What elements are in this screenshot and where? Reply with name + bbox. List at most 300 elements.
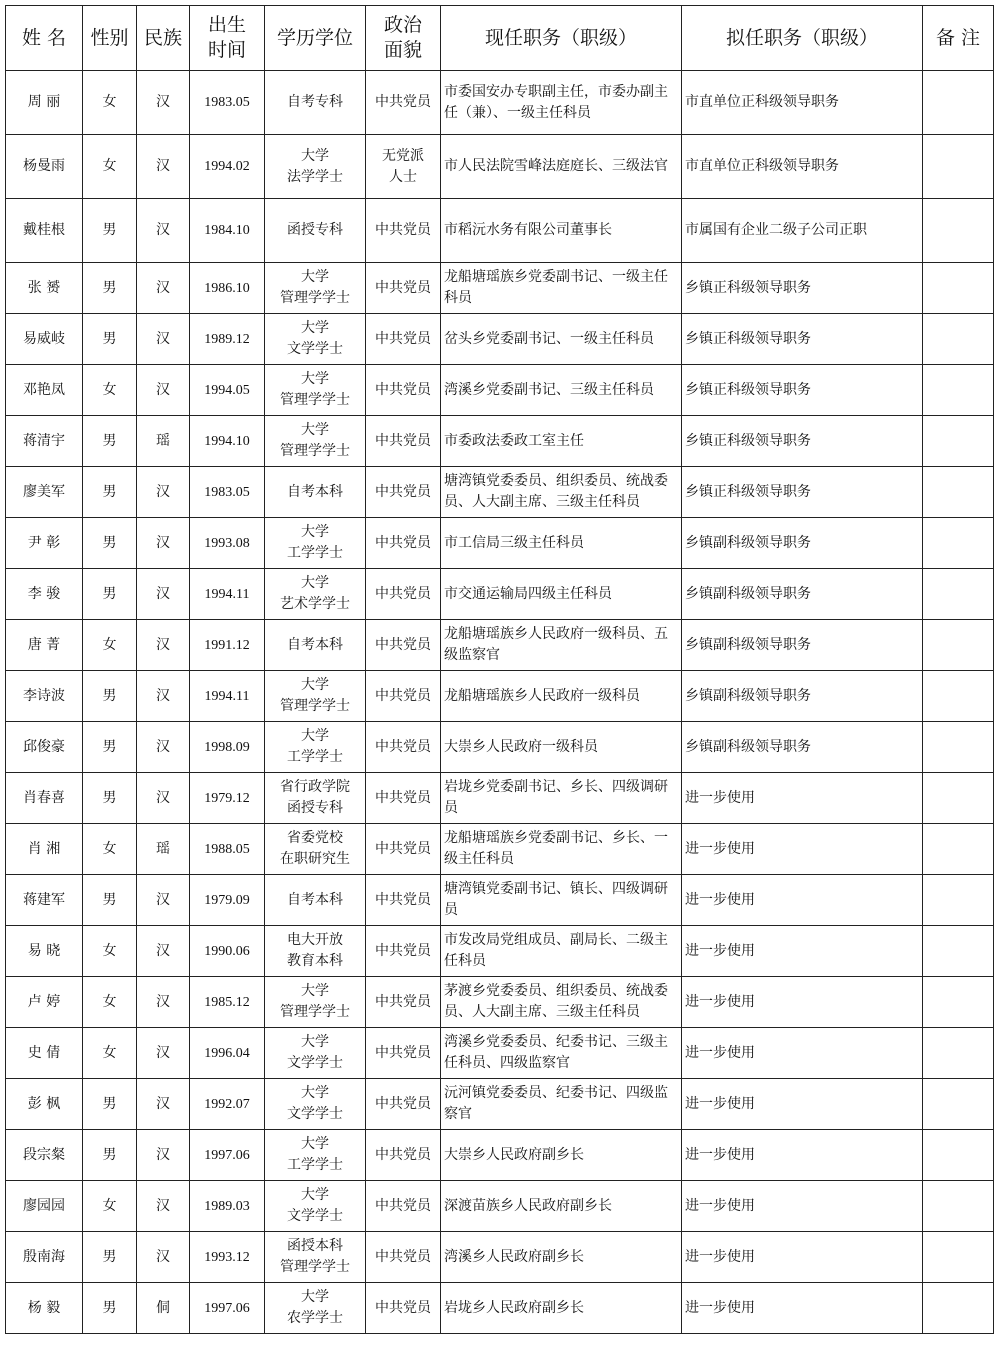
birth-cell: 1994.11: [190, 569, 265, 620]
gender-cell: 男: [83, 1130, 137, 1181]
political-cell: [366, 1130, 441, 1181]
education-cell-line: 大学: [301, 1187, 329, 1203]
name-cell: 李 骏: [6, 569, 83, 620]
education-cell-line: 大学: [301, 147, 329, 164]
political-cell: [366, 365, 441, 416]
birth-cell: 1979.09: [190, 875, 265, 926]
ethnicity-cell: 汉: [137, 977, 190, 1028]
political-cell-line: 中共党员: [375, 1248, 431, 1265]
political-cell-line: 中共党员: [375, 1044, 431, 1061]
remarks-cell: [923, 467, 994, 518]
political-cell-line: 中共党员: [375, 942, 431, 959]
gender-cell: 女: [83, 135, 137, 199]
ethnicity-cell: 汉: [137, 569, 190, 620]
education-cell-line: 省行政学院: [280, 779, 350, 795]
ethnicity-cell: 汉: [137, 135, 190, 199]
education-cell-line: 自考本科: [287, 636, 343, 653]
ethnicity-cell: 汉: [137, 71, 190, 135]
ethnicity-cell: 汉: [137, 1079, 190, 1130]
current-position-cell: 深渡苗族乡人民政府副乡长: [441, 1181, 682, 1232]
political-cell: [366, 875, 441, 926]
education-cell-line: 管理学学士: [280, 392, 350, 408]
table-row: [6, 263, 994, 314]
political-cell-line: 人士: [389, 168, 417, 185]
education-cell-line: 省委党校: [287, 830, 343, 846]
birth-cell: 1988.05: [190, 824, 265, 875]
education-cell: [265, 135, 366, 199]
gender-cell: 男: [83, 1232, 137, 1283]
proposed-position-cell: 乡镇正科级领导职务: [682, 263, 923, 314]
remarks-cell: [923, 1028, 994, 1079]
current-position-cell: 塘湾镇党委委员、组织委员、统战委员、人大副主席、三级主任科员: [441, 467, 682, 518]
education-cell: [265, 722, 366, 773]
education-cell-line: 文学学士: [287, 1106, 343, 1122]
political-cell-line: 中共党员: [375, 330, 431, 347]
political-cell: [366, 314, 441, 365]
name-cell: 彭 枫: [6, 1079, 83, 1130]
name-cell: 周 丽: [6, 71, 83, 135]
birth-cell: 1994.05: [190, 365, 265, 416]
political-cell-line: 中共党员: [375, 1095, 431, 1112]
education-cell: [265, 467, 366, 518]
political-cell: [366, 416, 441, 467]
table-row: [6, 467, 994, 518]
name-cell: 戴桂根: [6, 199, 83, 263]
name-cell: 杨 毅: [6, 1283, 83, 1334]
education-cell: [265, 1181, 366, 1232]
name-cell: 肖春喜: [6, 773, 83, 824]
education-cell-line: 函授专科: [287, 222, 343, 238]
education-cell: [265, 199, 366, 263]
current-position-cell: 市工信局三级主任科员: [441, 518, 682, 569]
ethnicity-cell: 汉: [137, 671, 190, 722]
header-education: 学历学位: [265, 6, 366, 71]
political-cell-line: 中共党员: [375, 432, 431, 449]
current-position-cell: 龙船塘瑶族乡党委副书记、一级主任科员: [441, 263, 682, 314]
education-cell-line: 管理学学士: [280, 443, 350, 459]
current-position-cell: 茅渡乡党委委员、组织委员、统战委员、人大副主席、三级主任科员: [441, 977, 682, 1028]
birth-cell: 1989.03: [190, 1181, 265, 1232]
table-row: [6, 135, 994, 199]
birth-cell: 1996.04: [190, 1028, 265, 1079]
education-cell: [265, 1079, 366, 1130]
education-cell-line: 文学学士: [287, 1208, 343, 1224]
education-cell-line: 大学: [301, 575, 329, 591]
gender-cell: 男: [83, 722, 137, 773]
header-birth-line2: 时间: [207, 39, 246, 61]
education-cell-line: 教育本科: [287, 953, 343, 969]
education-cell-line: 文学学士: [287, 1055, 343, 1071]
birth-cell: 1992.07: [190, 1079, 265, 1130]
table-row: [6, 569, 994, 620]
education-cell-line: 农学学士: [287, 1310, 343, 1326]
proposed-position-cell: 市直单位正科级领导职务: [682, 135, 923, 199]
political-cell: [366, 1181, 441, 1232]
education-cell: [265, 569, 366, 620]
proposed-position-cell: 乡镇正科级领导职务: [682, 467, 923, 518]
proposed-position-cell: 进一步使用: [682, 1181, 923, 1232]
political-cell: [366, 467, 441, 518]
remarks-cell: [923, 824, 994, 875]
proposed-position-cell: 进一步使用: [682, 1283, 923, 1334]
header-proposed-position: 拟任职务（职级）: [682, 6, 923, 71]
table-row: [6, 620, 994, 671]
political-cell-line: 中共党员: [375, 381, 431, 398]
table-row: [6, 1232, 994, 1283]
political-cell-line: 中共党员: [375, 222, 431, 238]
name-cell: 蒋建军: [6, 875, 83, 926]
proposed-position-cell: 进一步使用: [682, 926, 923, 977]
gender-cell: 男: [83, 1079, 137, 1130]
header-birth: [190, 6, 265, 71]
remarks-cell: [923, 518, 994, 569]
header-name: 姓 名: [6, 6, 83, 71]
education-cell: [265, 71, 366, 135]
birth-cell: 1994.10: [190, 416, 265, 467]
political-cell-line: 中共党员: [375, 738, 431, 755]
ethnicity-cell: 汉: [137, 365, 190, 416]
remarks-cell: [923, 71, 994, 135]
education-cell: [265, 671, 366, 722]
name-cell: 李诗波: [6, 671, 83, 722]
header-gender: 性别: [83, 6, 137, 71]
gender-cell: 女: [83, 1181, 137, 1232]
education-cell-line: 大学: [301, 524, 329, 540]
current-position-cell: 岩垅乡党委副书记、乡长、四级调研员: [441, 773, 682, 824]
current-position-cell: 市交通运输局四级主任科员: [441, 569, 682, 620]
name-cell: 蒋清宇: [6, 416, 83, 467]
birth-cell: 1994.11: [190, 671, 265, 722]
education-cell: [265, 824, 366, 875]
education-cell-line: 自考本科: [287, 483, 343, 500]
current-position-cell: 湾溪乡党委副书记、三级主任科员: [441, 365, 682, 416]
education-cell-line: 大学: [301, 1289, 329, 1305]
political-cell-line: 中共党员: [375, 891, 431, 908]
header-political-line1: 政治: [383, 14, 422, 36]
current-position-cell: 大崇乡人民政府一级科员: [441, 722, 682, 773]
cadre-table: [5, 5, 994, 1334]
political-cell: [366, 263, 441, 314]
gender-cell: 男: [83, 671, 137, 722]
name-cell: 史 倩: [6, 1028, 83, 1079]
education-cell-line: 管理学学士: [280, 290, 350, 306]
remarks-cell: [923, 1130, 994, 1181]
document-page: [5, 5, 993, 1334]
education-cell-line: 工学学士: [287, 1157, 343, 1173]
birth-cell: 1979.12: [190, 773, 265, 824]
remarks-cell: [923, 671, 994, 722]
table-row: [6, 1283, 994, 1334]
ethnicity-cell: 侗: [137, 1283, 190, 1334]
name-cell: 杨曼雨: [6, 135, 83, 199]
header-remarks: 备 注: [923, 6, 994, 71]
ethnicity-cell: 汉: [137, 620, 190, 671]
table-row: [6, 1079, 994, 1130]
current-position-cell: 岩垅乡人民政府副乡长: [441, 1283, 682, 1334]
education-cell-line: 大学: [301, 983, 329, 999]
education-cell: [265, 1028, 366, 1079]
gender-cell: 男: [83, 314, 137, 365]
proposed-position-cell: 乡镇副科级领导职务: [682, 722, 923, 773]
education-cell: [265, 314, 366, 365]
political-cell: [366, 1079, 441, 1130]
political-cell: [366, 977, 441, 1028]
education-cell-line: 大学: [301, 371, 329, 387]
gender-cell: 女: [83, 977, 137, 1028]
birth-cell: 1983.05: [190, 71, 265, 135]
political-cell: [366, 135, 441, 199]
table-row: [6, 773, 994, 824]
header-current-position: 现任职务（职级）: [441, 6, 682, 71]
remarks-cell: [923, 263, 994, 314]
proposed-position-cell: 乡镇正科级领导职务: [682, 314, 923, 365]
proposed-position-cell: 乡镇副科级领导职务: [682, 671, 923, 722]
proposed-position-cell: 乡镇副科级领导职务: [682, 569, 923, 620]
remarks-cell: [923, 773, 994, 824]
table-row: [6, 926, 994, 977]
gender-cell: 男: [83, 773, 137, 824]
ethnicity-cell: 汉: [137, 199, 190, 263]
remarks-cell: [923, 1283, 994, 1334]
political-cell: [366, 518, 441, 569]
table-row: [6, 1028, 994, 1079]
name-cell: 殷南海: [6, 1232, 83, 1283]
table-row: [6, 722, 994, 773]
table-row: [6, 977, 994, 1028]
education-cell-line: 文学学士: [287, 341, 343, 357]
name-cell: 易威岐: [6, 314, 83, 365]
birth-cell: 1990.06: [190, 926, 265, 977]
gender-cell: 女: [83, 1028, 137, 1079]
birth-cell: 1989.12: [190, 314, 265, 365]
table-row: [6, 824, 994, 875]
table-row: [6, 671, 994, 722]
education-cell-line: 电大开放: [287, 932, 343, 948]
education-cell-line: 大学: [301, 1085, 329, 1101]
education-cell-line: 大学: [301, 677, 329, 693]
birth-cell: 1993.12: [190, 1232, 265, 1283]
current-position-cell: 市人民法院雪峰法庭庭长、三级法官: [441, 135, 682, 199]
education-cell: [265, 875, 366, 926]
header-political: [366, 6, 441, 71]
political-cell-line: 中共党员: [375, 94, 431, 110]
birth-cell: 1983.05: [190, 467, 265, 518]
current-position-cell: 市委政法委政工室主任: [441, 416, 682, 467]
remarks-cell: [923, 314, 994, 365]
table-row: [6, 71, 994, 135]
remarks-cell: [923, 977, 994, 1028]
name-cell: 廖美军: [6, 467, 83, 518]
proposed-position-cell: 进一步使用: [682, 1232, 923, 1283]
remarks-cell: [923, 1181, 994, 1232]
gender-cell: 男: [83, 518, 137, 569]
name-cell: 张 赟: [6, 263, 83, 314]
gender-cell: 男: [83, 1283, 137, 1334]
education-cell: [265, 620, 366, 671]
current-position-cell: 塘湾镇党委副书记、镇长、四级调研员: [441, 875, 682, 926]
ethnicity-cell: 汉: [137, 1130, 190, 1181]
political-cell-line: 中共党员: [375, 789, 431, 806]
political-cell: [366, 824, 441, 875]
name-cell: 廖园园: [6, 1181, 83, 1232]
remarks-cell: [923, 416, 994, 467]
ethnicity-cell: 汉: [137, 1232, 190, 1283]
ethnicity-cell: 瑶: [137, 824, 190, 875]
table-row: [6, 875, 994, 926]
education-cell-line: 艺术学学士: [280, 596, 350, 612]
political-cell-line: 中共党员: [375, 1299, 431, 1316]
education-cell-line: 大学: [301, 422, 329, 438]
education-cell: [265, 773, 366, 824]
political-cell-line: 中共党员: [375, 993, 431, 1010]
gender-cell: 女: [83, 365, 137, 416]
header-birth-line1: 出生: [207, 14, 246, 36]
education-cell-line: 函授专科: [287, 800, 343, 816]
current-position-cell: 市稻沅水务有限公司董事长: [441, 199, 682, 263]
name-cell: 卢 婷: [6, 977, 83, 1028]
proposed-position-cell: 进一步使用: [682, 977, 923, 1028]
gender-cell: 女: [83, 926, 137, 977]
remarks-cell: [923, 722, 994, 773]
header-political-line2: 面貌: [383, 39, 422, 61]
name-cell: 尹 彰: [6, 518, 83, 569]
proposed-position-cell: 乡镇正科级领导职务: [682, 365, 923, 416]
remarks-cell: [923, 1079, 994, 1130]
birth-cell: 1986.10: [190, 263, 265, 314]
education-cell-line: 工学学士: [287, 545, 343, 561]
current-position-cell: 市委国安办专职副主任，市委办副主任（兼）、一级主任科员: [441, 71, 682, 135]
proposed-position-cell: 乡镇正科级领导职务: [682, 416, 923, 467]
education-cell-line: 自考专科: [287, 94, 343, 110]
political-cell: [366, 620, 441, 671]
ethnicity-cell: 汉: [137, 773, 190, 824]
ethnicity-cell: 汉: [137, 875, 190, 926]
education-cell-line: 工学学士: [287, 749, 343, 765]
political-cell-line: 中共党员: [375, 687, 431, 704]
education-cell: [265, 1130, 366, 1181]
education-cell-line: 大学: [301, 269, 329, 285]
gender-cell: 男: [83, 199, 137, 263]
birth-cell: 1998.09: [190, 722, 265, 773]
education-cell-line: 法学学士: [287, 168, 343, 185]
birth-cell: 1984.10: [190, 199, 265, 263]
remarks-cell: [923, 875, 994, 926]
political-cell: [366, 671, 441, 722]
political-cell: [366, 773, 441, 824]
current-position-cell: 湾溪乡人民政府副乡长: [441, 1232, 682, 1283]
political-cell: [366, 1232, 441, 1283]
birth-cell: 1985.12: [190, 977, 265, 1028]
education-cell-line: 管理学学士: [280, 698, 350, 714]
ethnicity-cell: 汉: [137, 1181, 190, 1232]
political-cell: [366, 1028, 441, 1079]
education-cell-line: 大学: [301, 728, 329, 744]
gender-cell: 女: [83, 824, 137, 875]
proposed-position-cell: 进一步使用: [682, 1079, 923, 1130]
remarks-cell: [923, 135, 994, 199]
political-cell: [366, 71, 441, 135]
proposed-position-cell: 市属国有企业二级子公司正职: [682, 199, 923, 263]
remarks-cell: [923, 926, 994, 977]
remarks-cell: [923, 569, 994, 620]
education-cell-line: 自考本科: [287, 891, 343, 908]
education-cell: [265, 1283, 366, 1334]
current-position-cell: 龙船塘瑶族乡人民政府一级科员、五级监察官: [441, 620, 682, 671]
education-cell: [265, 926, 366, 977]
education-cell: [265, 416, 366, 467]
gender-cell: 男: [83, 875, 137, 926]
header-ethnicity: 民族: [137, 6, 190, 71]
political-cell-line: 无党派: [382, 147, 424, 164]
name-cell: 邱俊豪: [6, 722, 83, 773]
current-position-cell: 龙船塘瑶族乡人民政府一级科员: [441, 671, 682, 722]
current-position-cell: 龙船塘瑶族乡党委副书记、乡长、一级主任科员: [441, 824, 682, 875]
table-row: [6, 416, 994, 467]
current-position-cell: 湾溪乡党委委员、纪委书记、三级主任科员、四级监察官: [441, 1028, 682, 1079]
header-row: [6, 6, 994, 71]
birth-cell: 1991.12: [190, 620, 265, 671]
current-position-cell: 沅河镇党委委员、纪委书记、四级监察官: [441, 1079, 682, 1130]
proposed-position-cell: 乡镇副科级领导职务: [682, 518, 923, 569]
political-cell-line: 中共党员: [375, 636, 431, 653]
education-cell: [265, 263, 366, 314]
proposed-position-cell: 市直单位正科级领导职务: [682, 71, 923, 135]
education-cell-line: 函授本科: [287, 1238, 343, 1254]
proposed-position-cell: 进一步使用: [682, 824, 923, 875]
gender-cell: 女: [83, 620, 137, 671]
political-cell-line: 中共党员: [375, 840, 431, 857]
birth-cell: 1997.06: [190, 1283, 265, 1334]
gender-cell: 男: [83, 569, 137, 620]
education-cell: [265, 365, 366, 416]
current-position-cell: 市发改局党组成员、副局长、二级主任科员: [441, 926, 682, 977]
name-cell: 唐 菁: [6, 620, 83, 671]
political-cell: [366, 1283, 441, 1334]
table-row: [6, 365, 994, 416]
political-cell: [366, 199, 441, 263]
education-cell: [265, 1232, 366, 1283]
proposed-position-cell: 进一步使用: [682, 875, 923, 926]
political-cell-line: 中共党员: [375, 585, 431, 602]
education-cell-line: 大学: [301, 320, 329, 336]
political-cell-line: 中共党员: [375, 1146, 431, 1163]
name-cell: 肖 湘: [6, 824, 83, 875]
education-cell-line: 管理学学士: [280, 1259, 350, 1275]
education-cell-line: 大学: [301, 1136, 329, 1152]
education-cell: [265, 977, 366, 1028]
gender-cell: 男: [83, 467, 137, 518]
education-cell-line: 管理学学士: [280, 1004, 350, 1020]
remarks-cell: [923, 1232, 994, 1283]
gender-cell: 男: [83, 416, 137, 467]
name-cell: 易 晓: [6, 926, 83, 977]
remarks-cell: [923, 365, 994, 416]
political-cell-line: 中共党员: [375, 483, 431, 500]
table-body: [6, 71, 994, 1334]
ethnicity-cell: 汉: [137, 1028, 190, 1079]
ethnicity-cell: 汉: [137, 314, 190, 365]
political-cell: [366, 926, 441, 977]
political-cell: [366, 722, 441, 773]
name-cell: 段宗粲: [6, 1130, 83, 1181]
education-cell: [265, 518, 366, 569]
ethnicity-cell: 汉: [137, 926, 190, 977]
political-cell-line: 中共党员: [375, 534, 431, 551]
birth-cell: 1994.02: [190, 135, 265, 199]
remarks-cell: [923, 199, 994, 263]
table-row: [6, 1181, 994, 1232]
birth-cell: 1993.08: [190, 518, 265, 569]
